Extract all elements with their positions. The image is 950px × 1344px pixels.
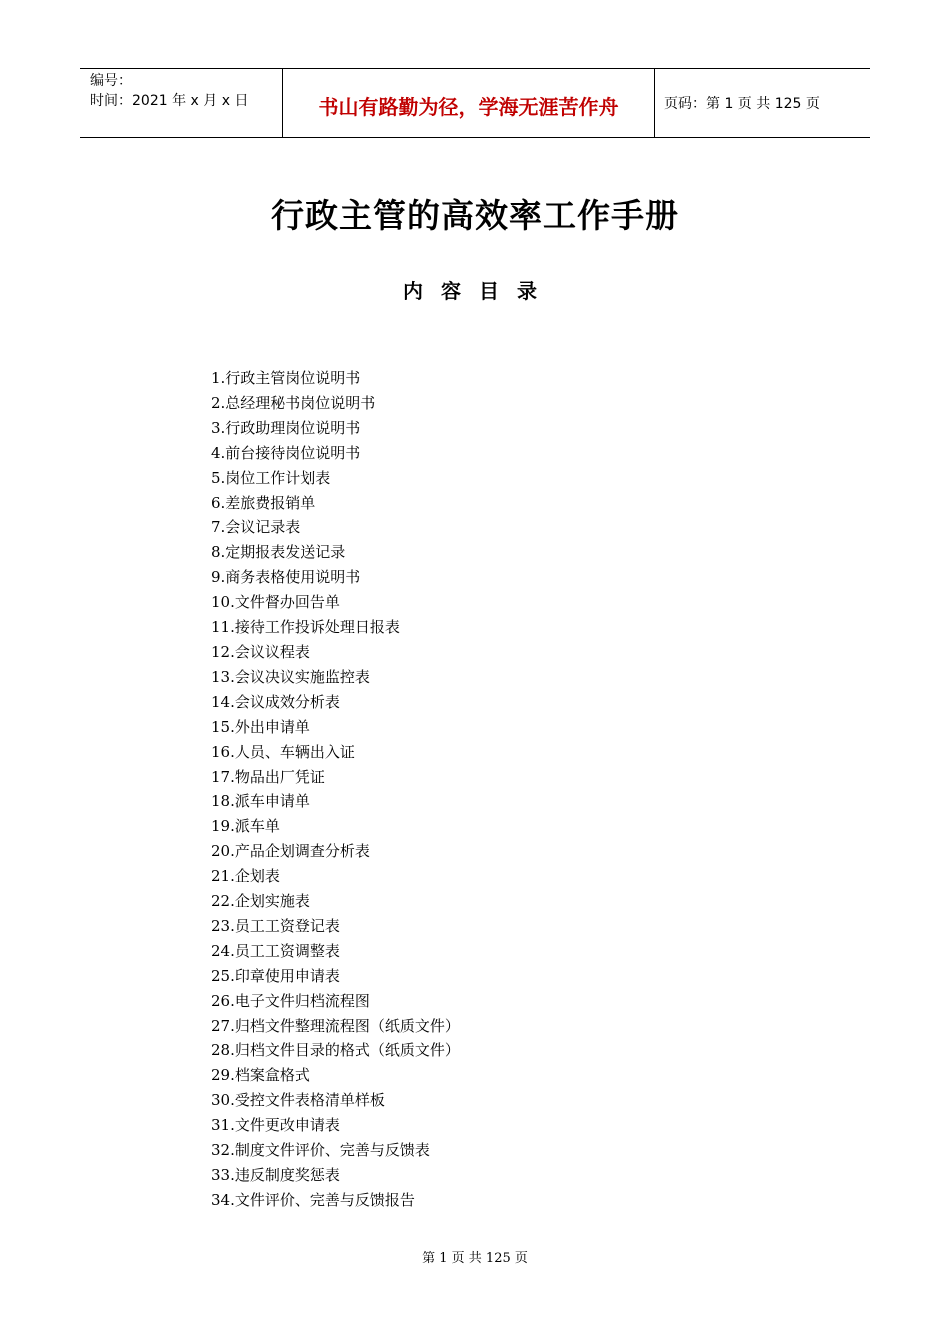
toc-heading: 内容目录 (403, 279, 555, 303)
toc-item[interactable]: 11.接待工作投诉处理日报表 (211, 618, 400, 637)
toc-item[interactable]: 6.差旅费报销单 (211, 493, 316, 512)
toc-item[interactable]: 34.文件评价、完善与反馈报告 (211, 1190, 415, 1209)
table-of-contents (211, 366, 460, 1213)
toc-item[interactable]: 8.定期报表发送记录 (211, 543, 346, 562)
toc-item[interactable]: 7.会议记录表 (211, 518, 301, 537)
document-title: 行政主管的高效率工作手册 (271, 196, 679, 235)
toc-item[interactable]: 17.物品出厂凭证 (211, 767, 325, 786)
page-header (80, 68, 870, 138)
toc-item[interactable]: 5.岗位工作计划表 (211, 468, 331, 487)
toc-item[interactable]: 9.商务表格使用说明书 (211, 568, 361, 587)
toc-item[interactable]: 16.人员、车辆出入证 (211, 742, 355, 761)
toc-item[interactable]: 32.制度文件评价、完善与反馈表 (211, 1141, 430, 1160)
toc-item[interactable]: 28.归档文件目录的格式（纸质文件） (211, 1041, 460, 1060)
toc-item[interactable]: 23.员工工资登记表 (211, 916, 340, 935)
header-motto: 书山有路勤为径，学海无涯苦作舟 (282, 69, 655, 137)
toc-item[interactable]: 27.归档文件整理流程图（纸质文件） (211, 1016, 460, 1035)
page-footer: 第 1 页 共 125 页 (422, 1251, 528, 1266)
header-meta (80, 69, 282, 137)
toc-item[interactable]: 20.产品企划调查分析表 (211, 842, 370, 861)
toc-item[interactable]: 18.派车申请单 (211, 792, 310, 811)
toc-item[interactable]: 26.电子文件归档流程图 (211, 991, 370, 1010)
toc-item[interactable]: 1.行政主管岗位说明书 (211, 369, 361, 387)
document-time-label: 时间：2021 年 x 月 x 日 (90, 93, 249, 109)
toc-item[interactable]: 25.印章使用申请表 (211, 966, 340, 985)
header-page-info: 页码：第 1 页 共 125 页 (664, 96, 820, 112)
toc-item[interactable]: 15.外出申请单 (211, 717, 310, 736)
toc-item[interactable]: 13.会议决议实施监控表 (211, 667, 370, 686)
toc-item[interactable]: 30.受控文件表格清单样板 (211, 1091, 385, 1110)
toc-item[interactable]: 31.文件更改申请表 (211, 1116, 340, 1135)
toc-item[interactable]: 21.企划表 (211, 867, 280, 886)
toc-item[interactable]: 2.总经理秘书岗位说明书 (211, 393, 376, 412)
toc-item[interactable]: 24.员工工资调整表 (211, 941, 340, 960)
toc-item[interactable]: 22.企划实施表 (211, 892, 310, 911)
toc-item[interactable]: 33.违反制度奖惩表 (211, 1166, 340, 1184)
toc-item[interactable]: 12.会议议程表 (211, 642, 310, 661)
toc-item[interactable]: 3.行政助理岗位说明书 (211, 418, 361, 437)
document-number-label: 编号： (90, 73, 132, 89)
toc-item[interactable]: 14.会议成效分析表 (211, 692, 340, 711)
toc-item[interactable]: 10.文件督办回告单 (211, 593, 340, 612)
toc-item[interactable]: 19.派车单 (211, 817, 280, 836)
toc-item[interactable]: 29.档案盒格式 (211, 1066, 310, 1085)
toc-item[interactable]: 4.前台接待岗位说明书 (211, 443, 361, 462)
